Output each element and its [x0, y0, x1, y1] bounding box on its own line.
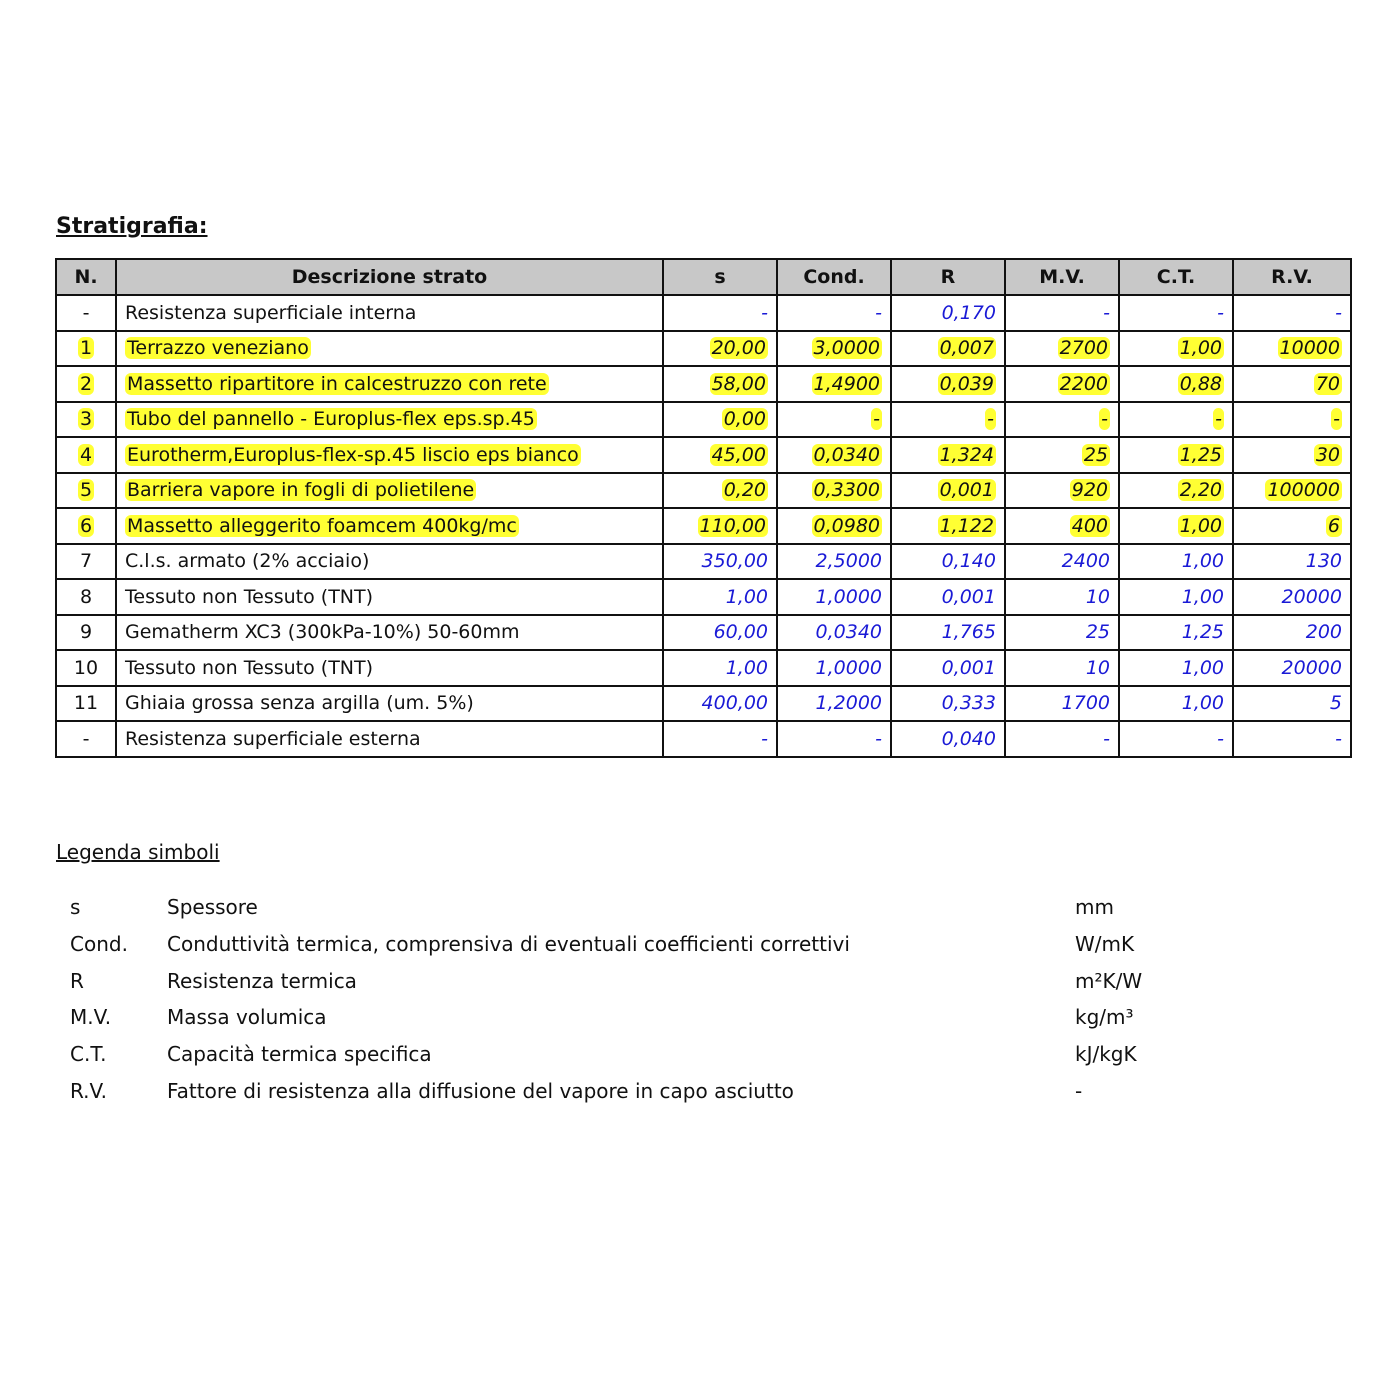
legend-description: Spessore: [167, 895, 258, 919]
legend-item: [70, 1042, 1270, 1079]
cell-rv: [1233, 402, 1351, 438]
cell-n-text: -: [82, 301, 90, 324]
cell-rv: [1233, 473, 1351, 509]
cell-ct-text: 1,25: [1179, 443, 1222, 466]
cell-s-text: 0,20: [723, 479, 766, 502]
cell-mv-text: 2400: [1061, 550, 1110, 573]
cell-ct-text: 2,20: [1179, 479, 1222, 502]
cell-n-text: 1: [79, 337, 93, 360]
cell-description: [116, 331, 663, 367]
cell-n: [56, 473, 116, 509]
cell-cond: [777, 331, 891, 367]
cell-s: [663, 402, 777, 438]
legend-description: Fattore di resistenza alla diffusione del vapore in capo asciutto: [167, 1078, 794, 1103]
cell-n: [56, 437, 116, 473]
cell-ct: [1119, 331, 1233, 367]
legend-unit: mm: [1075, 895, 1114, 919]
cell-description: [116, 473, 663, 509]
cell-n: [56, 686, 116, 722]
cell-ct: [1119, 615, 1233, 651]
header-rv: R.V.: [1233, 259, 1351, 295]
header-ct: C.T.: [1119, 259, 1233, 295]
cell-mv: [1005, 473, 1119, 509]
cell-cond-text: 3,0000: [813, 337, 880, 360]
cell-cond: [777, 508, 891, 544]
cell-cond-text: 1,0000: [815, 656, 882, 679]
cell-mv-text: 10: [1085, 585, 1110, 608]
cell-description: [116, 402, 663, 438]
cell-cond-text: 1,4900: [813, 372, 880, 395]
cell-s-text: 1,00: [725, 656, 768, 679]
table-row: [56, 615, 1351, 651]
cell-s: [663, 650, 777, 686]
cell-description: [116, 579, 663, 615]
legend-symbol: s: [70, 895, 81, 919]
cell-r-text: 0,333: [941, 692, 996, 715]
cell-n: [56, 295, 116, 331]
cell-description: [116, 437, 663, 473]
cell-ct: [1119, 402, 1233, 438]
cell-n-text: 8: [79, 585, 93, 608]
cell-cond: [777, 615, 891, 651]
cell-rv-text: 20000: [1281, 585, 1342, 608]
stratigraphy-table: [55, 258, 1352, 758]
cell-r-text: 0,001: [941, 585, 996, 608]
cell-s: [663, 366, 777, 402]
header-mv: M.V.: [1005, 259, 1119, 295]
cell-rv-text: -: [1335, 727, 1342, 750]
legend-unit: m²K/W: [1075, 968, 1143, 993]
cell-description-text: C.l.s. armato (2% acciaio): [125, 550, 370, 573]
section-title: Stratigrafia:: [56, 214, 208, 239]
cell-rv: [1233, 331, 1351, 367]
cell-r: [891, 295, 1005, 331]
cell-rv: [1233, 366, 1351, 402]
cell-rv-text: 5: [1329, 692, 1342, 715]
cell-r-text: 0,001: [939, 479, 994, 502]
cell-description: [116, 686, 663, 722]
cell-n-text: 10: [73, 656, 99, 679]
cell-r: [891, 331, 1005, 367]
table-row: [56, 402, 1351, 438]
legend-item: [70, 895, 1270, 932]
cell-rv-text: -: [1335, 301, 1342, 324]
cell-ct: [1119, 437, 1233, 473]
cell-r: [891, 686, 1005, 722]
cell-mv: [1005, 508, 1119, 544]
cell-mv-text: 400: [1071, 514, 1108, 537]
header-r: R: [891, 259, 1005, 295]
cell-description-text: Massetto alleggerito foamcem 400kg/mc: [127, 514, 517, 537]
cell-r: [891, 402, 1005, 438]
cell-ct: [1119, 366, 1233, 402]
cell-r-text: 1,122: [939, 514, 994, 537]
cell-n-text: 7: [79, 550, 93, 573]
table-row: [56, 508, 1351, 544]
cell-rv-text: 30: [1315, 443, 1340, 466]
table-row: [56, 473, 1351, 509]
cell-n: [56, 721, 116, 757]
cell-r-text: 0,007: [939, 337, 994, 360]
cell-ct-text: 1,00: [1181, 692, 1224, 715]
cell-s-text: 110,00: [699, 514, 766, 537]
legend-item: [70, 969, 1270, 1006]
cell-r: [891, 579, 1005, 615]
cell-rv-text: 20000: [1281, 656, 1342, 679]
cell-s: [663, 615, 777, 651]
cell-cond-text: 1,2000: [815, 692, 882, 715]
cell-s-text: 45,00: [711, 443, 766, 466]
cell-rv-text: 10000: [1279, 337, 1340, 360]
cell-mv-text: 1700: [1061, 692, 1110, 715]
cell-mv-text: 25: [1085, 621, 1110, 644]
cell-n-text: 4: [79, 443, 93, 466]
legend-symbol: R: [70, 968, 84, 993]
cell-mv-text: 10: [1085, 656, 1110, 679]
cell-n: [56, 544, 116, 580]
cell-cond: [777, 295, 891, 331]
cell-ct-text: 1,00: [1181, 656, 1224, 679]
table-row: [56, 579, 1351, 615]
cell-cond: [777, 579, 891, 615]
cell-s: [663, 721, 777, 757]
cell-description-text: Terrazzo veneziano: [127, 337, 309, 360]
cell-ct-text: -: [1215, 408, 1222, 431]
cell-ct: [1119, 295, 1233, 331]
cell-description-text: Barriera vapore in fogli di polietilene: [127, 479, 475, 502]
cell-mv: [1005, 721, 1119, 757]
cell-ct-text: -: [1217, 301, 1224, 324]
cell-ct-text: 1,25: [1181, 621, 1224, 644]
cell-rv-text: 200: [1305, 621, 1342, 644]
cell-mv: [1005, 686, 1119, 722]
cell-n: [56, 366, 116, 402]
cell-r: [891, 366, 1005, 402]
legend-unit: -: [1075, 1078, 1083, 1103]
cell-s: [663, 473, 777, 509]
cell-mv: [1005, 331, 1119, 367]
cell-mv-text: 25: [1083, 443, 1108, 466]
legend-symbol: Cond.: [70, 931, 128, 956]
cell-rv: [1233, 544, 1351, 580]
cell-ct-text: 1,00: [1179, 514, 1222, 537]
table-body: [56, 295, 1351, 757]
cell-n: [56, 331, 116, 367]
legend-item: [70, 1005, 1270, 1042]
cell-mv-text: -: [1103, 727, 1110, 750]
cell-cond-text: 0,0980: [813, 514, 880, 537]
legend-item: [70, 932, 1270, 969]
cell-mv-text: 2700: [1059, 337, 1108, 360]
cell-n: [56, 579, 116, 615]
cell-n: [56, 402, 116, 438]
legend-symbol: M.V.: [70, 1005, 112, 1030]
cell-s: [663, 579, 777, 615]
cell-rv-text: -: [1333, 408, 1340, 431]
cell-ct: [1119, 721, 1233, 757]
cell-rv: [1233, 508, 1351, 544]
cell-mv-text: -: [1103, 301, 1110, 324]
header-description: Descrizione strato: [116, 259, 663, 295]
legend-description: Massa volumica: [167, 1005, 327, 1030]
cell-r: [891, 544, 1005, 580]
cell-r-text: 0,170: [941, 301, 996, 324]
cell-mv-text: -: [1101, 408, 1108, 431]
cell-rv-text: 6: [1327, 514, 1340, 537]
cell-cond-text: 0,0340: [813, 443, 880, 466]
cell-r-text: 0,039: [939, 372, 994, 395]
cell-description-text: Resistenza superficiale esterna: [125, 727, 421, 750]
cell-ct: [1119, 473, 1233, 509]
cell-s-text: 0,00: [723, 408, 766, 431]
cell-r-text: 0,140: [941, 550, 996, 573]
cell-ct: [1119, 686, 1233, 722]
table-row: [56, 544, 1351, 580]
cell-r-text: 0,001: [941, 656, 996, 679]
cell-rv: [1233, 686, 1351, 722]
cell-description: [116, 295, 663, 331]
cell-cond: [777, 402, 891, 438]
cell-ct-text: 1,00: [1181, 550, 1224, 573]
cell-ct: [1119, 650, 1233, 686]
cell-r-text: 1,765: [941, 621, 996, 644]
cell-s: [663, 544, 777, 580]
legend-description: Resistenza termica: [167, 968, 357, 993]
legend-unit: kJ/kgK: [1075, 1042, 1137, 1067]
cell-s-text: 400,00: [701, 692, 768, 715]
cell-mv: [1005, 402, 1119, 438]
table-row: [56, 437, 1351, 473]
cell-s-text: 350,00: [701, 550, 768, 573]
cell-description-text: Gematherm XC3 (300kPa-10%) 50-60mm: [125, 621, 520, 644]
cell-mv: [1005, 295, 1119, 331]
legend-unit: W/mK: [1075, 931, 1135, 956]
cell-mv: [1005, 437, 1119, 473]
cell-s: [663, 295, 777, 331]
cell-r-text: -: [987, 408, 994, 431]
cell-description: [116, 615, 663, 651]
cell-s-text: 1,00: [725, 585, 768, 608]
cell-description-text: Eurotherm,Europlus-flex-sp.45 liscio eps bianco: [127, 443, 579, 466]
legend-description: Conduttività termica, comprensiva di eventuali coefficienti correttivi: [167, 931, 850, 956]
cell-ct-text: 1,00: [1181, 585, 1224, 608]
cell-r: [891, 721, 1005, 757]
cell-n-text: 3: [79, 408, 93, 431]
cell-description-text: Ghiaia grossa senza argilla (um. 5%): [125, 692, 474, 715]
legend-item: [70, 1079, 1270, 1116]
legend-symbol: C.T.: [70, 1042, 107, 1067]
cell-description: [116, 508, 663, 544]
cell-n-text: 6: [79, 514, 93, 537]
cell-ct: [1119, 544, 1233, 580]
cell-description: [116, 650, 663, 686]
cell-s: [663, 686, 777, 722]
cell-description: [116, 544, 663, 580]
cell-description-text: Resistenza superficiale interna: [125, 301, 417, 324]
cell-n: [56, 615, 116, 651]
cell-rv-text: 100000: [1267, 479, 1340, 502]
cell-s-text: 58,00: [711, 372, 766, 395]
cell-n-text: 2: [79, 372, 93, 395]
header-cond: Cond.: [777, 259, 891, 295]
table-row: [56, 331, 1351, 367]
cell-n-text: 5: [79, 479, 93, 502]
cell-n-text: -: [82, 727, 90, 750]
cell-n: [56, 508, 116, 544]
cell-cond-text: -: [875, 727, 882, 750]
cell-s-text: 20,00: [711, 337, 766, 360]
cell-description-text: Tessuto non Tessuto (TNT): [125, 585, 374, 608]
table-row: [56, 650, 1351, 686]
cell-description-text: Massetto ripartitore in calcestruzzo con rete: [127, 372, 547, 395]
cell-cond: [777, 437, 891, 473]
cell-rv: [1233, 437, 1351, 473]
cell-cond: [777, 686, 891, 722]
cell-ct: [1119, 579, 1233, 615]
cell-ct: [1119, 508, 1233, 544]
cell-mv: [1005, 650, 1119, 686]
cell-ct-text: -: [1217, 727, 1224, 750]
cell-cond-text: 0,0340: [815, 621, 882, 644]
cell-cond-text: -: [873, 408, 880, 431]
legend-unit: kg/m³: [1075, 1005, 1134, 1030]
cell-cond-text: 2,5000: [815, 550, 882, 573]
cell-cond: [777, 544, 891, 580]
cell-description: [116, 366, 663, 402]
cell-description: [116, 721, 663, 757]
legend-symbol: R.V.: [70, 1078, 108, 1103]
cell-ct-text: 1,00: [1179, 337, 1222, 360]
cell-ct-text: 0,88: [1179, 372, 1222, 395]
cell-description-text: Tessuto non Tessuto (TNT): [125, 656, 374, 679]
cell-mv-text: 2200: [1059, 372, 1108, 395]
cell-r: [891, 473, 1005, 509]
cell-r-text: 0,040: [941, 727, 996, 750]
legend-list: [70, 895, 1270, 1116]
cell-s: [663, 508, 777, 544]
cell-s-text: -: [761, 727, 768, 750]
table-row: [56, 686, 1351, 722]
cell-cond-text: 0,3300: [813, 479, 880, 502]
cell-n: [56, 650, 116, 686]
cell-rv-text: 130: [1305, 550, 1342, 573]
cell-cond-text: -: [875, 301, 882, 324]
cell-r: [891, 508, 1005, 544]
cell-s-text: -: [761, 301, 768, 324]
table-row: [56, 295, 1351, 331]
cell-cond-text: 1,0000: [815, 585, 882, 608]
cell-r-text: 1,324: [939, 443, 994, 466]
table-row: [56, 366, 1351, 402]
cell-mv: [1005, 579, 1119, 615]
cell-cond: [777, 366, 891, 402]
cell-s-text: 60,00: [713, 621, 768, 644]
cell-rv: [1233, 579, 1351, 615]
legend-title: Legenda simboli: [56, 840, 220, 864]
cell-description-text: Tubo del pannello - Europlus-flex eps.sp.45: [127, 408, 535, 431]
cell-n-text: 11: [73, 692, 99, 715]
cell-cond: [777, 650, 891, 686]
table-row: [56, 721, 1351, 757]
header-n: N.: [56, 259, 116, 295]
legend-description: Capacità termica specifica: [167, 1042, 432, 1067]
header-s: s: [663, 259, 777, 295]
cell-mv: [1005, 366, 1119, 402]
cell-cond: [777, 721, 891, 757]
cell-s: [663, 331, 777, 367]
cell-rv: [1233, 650, 1351, 686]
cell-r: [891, 650, 1005, 686]
cell-n-text: 9: [79, 621, 93, 644]
cell-mv: [1005, 615, 1119, 651]
cell-rv: [1233, 295, 1351, 331]
cell-cond: [777, 473, 891, 509]
cell-rv: [1233, 615, 1351, 651]
cell-rv-text: 70: [1315, 372, 1340, 395]
cell-s: [663, 437, 777, 473]
table-header-row: [56, 259, 1351, 295]
cell-r: [891, 437, 1005, 473]
cell-rv: [1233, 721, 1351, 757]
cell-mv: [1005, 544, 1119, 580]
cell-r: [891, 615, 1005, 651]
cell-mv-text: 920: [1071, 479, 1108, 502]
